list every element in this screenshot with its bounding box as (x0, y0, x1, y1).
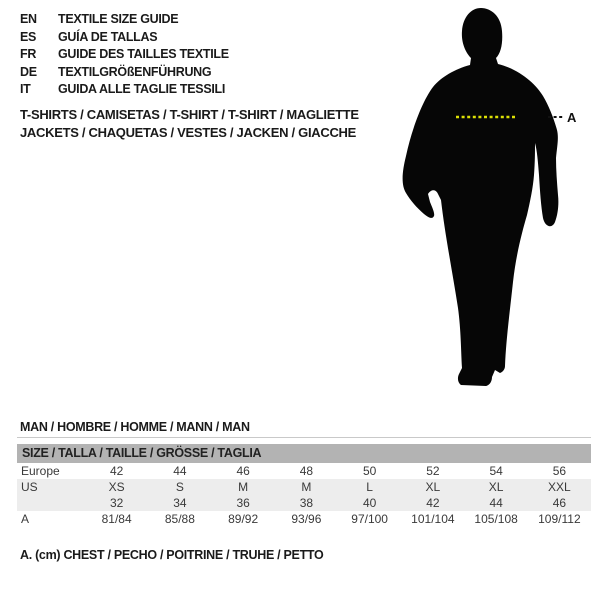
size-value-cell: M (301, 480, 312, 494)
size-value-cell: 44 (173, 464, 187, 478)
language-code: ES (20, 29, 37, 44)
category-tshirts: T-SHIRTS / CAMISETAS / T-SHIRT / T-SHIRT / MAGLIETTE (20, 107, 359, 122)
size-value-cell: 42 (426, 496, 440, 510)
size-value-cell: 81/84 (101, 512, 132, 526)
size-value-cell: S (175, 480, 184, 494)
size-value-cell: XL (425, 480, 441, 494)
size-value-cell: 42 (109, 464, 124, 478)
language-title: GUIDE DES TAILLES TEXTILE (58, 47, 229, 62)
size-value-cell: 40 (362, 496, 377, 510)
size-value-cell: 89/92 (228, 512, 259, 526)
size-value-cell: 48 (299, 464, 314, 478)
size-value-cell: 105/108 (474, 512, 518, 526)
size-value-cell: 54 (489, 464, 503, 478)
size-value-cell: 101/104 (411, 512, 455, 526)
language-row-es (20, 29, 229, 47)
language-row-it (20, 81, 229, 99)
table-row (17, 463, 591, 479)
man-silhouette (403, 8, 559, 386)
size-value-cell: 85/88 (164, 512, 195, 526)
garment-categories (20, 106, 359, 141)
size-value-cell: 97/100 (351, 512, 388, 526)
size-table-rows (17, 463, 591, 527)
category-jackets: JACKETS / CHAQUETAS / VESTES / JACKEN / GIACCHE (20, 124, 356, 140)
size-value-cell: 46 (236, 464, 250, 478)
language-title: GUIDA ALLE TAGLIE TESSILI (58, 82, 226, 97)
language-row-fr (20, 46, 229, 64)
language-code: EN (20, 12, 37, 26)
size-value-cell: 32 (109, 496, 124, 510)
language-title: TEXTILE SIZE GUIDE (58, 12, 179, 26)
language-row-de (20, 64, 229, 82)
size-value-cell: 36 (236, 496, 250, 510)
size-value-cell: 56 (552, 464, 567, 478)
language-title: GUÍA DE TALLAS (58, 29, 158, 44)
size-table-header: SIZE / TALLA / TAILLE / GRÖSSE / TAGLIA (17, 444, 591, 463)
table-row (17, 495, 591, 511)
table-row (17, 511, 591, 527)
size-value-cell: 93/96 (291, 512, 322, 526)
figure-illustration (400, 0, 600, 400)
size-value-cell: 44 (489, 496, 503, 510)
size-value-cell: 46 (552, 496, 567, 510)
table-row (17, 479, 591, 495)
language-row-en (20, 11, 229, 29)
size-table (17, 437, 591, 527)
size-value-cell: XL (488, 480, 504, 494)
language-code: IT (20, 82, 31, 97)
language-code: DE (20, 64, 37, 79)
man-figure-svg (400, 0, 600, 400)
language-title-list (20, 11, 229, 99)
size-value-cell: XXL (548, 480, 571, 494)
size-value-cell: 52 (426, 464, 440, 478)
size-value-cell: XS (108, 480, 125, 494)
measurement-a-label: A (567, 110, 577, 125)
size-value-cell: L (366, 480, 373, 494)
language-title: TEXTILGRÖßENFÜHRUNG (58, 64, 212, 79)
section-title-man: MAN / HOMBRE / HOMME / MANN / MAN (20, 420, 250, 434)
row-label: Europe (21, 464, 60, 478)
size-value-cell: M (238, 480, 249, 494)
language-code: FR (20, 47, 37, 62)
size-value-cell: 38 (299, 496, 314, 510)
size-value-cell: 50 (362, 464, 377, 478)
size-value-cell: 109/112 (538, 512, 581, 526)
row-label: US (21, 480, 38, 494)
measurement-footnote: A. (cm) CHEST / PECHO / POITRINE / TRUHE / PETTO (20, 548, 324, 562)
row-label: A (21, 512, 30, 526)
size-value-cell: 34 (173, 496, 187, 510)
